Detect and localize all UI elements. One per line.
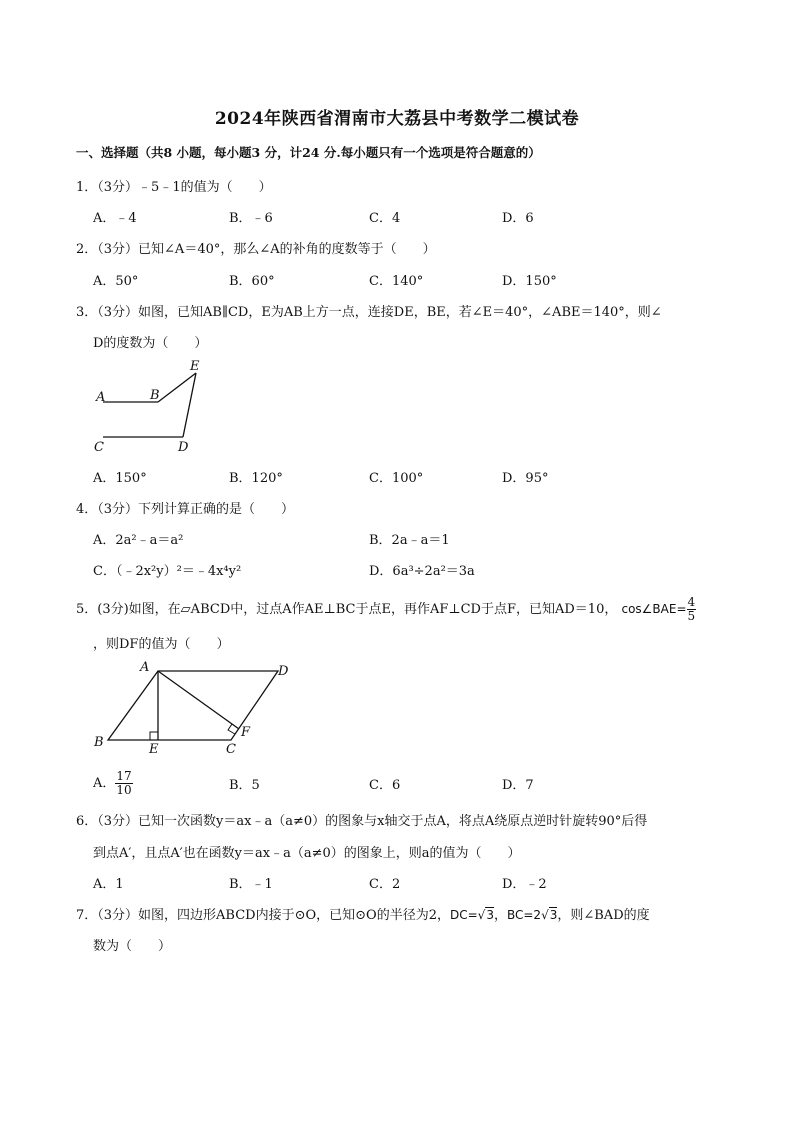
question-1-stem: 1．（3分）﹣5﹣1的值为（ ）: [76, 180, 272, 195]
question-7-stem-line2: 数为（ ）: [93, 939, 172, 954]
label-b: B: [94, 735, 104, 750]
question-6-stem-line2: 到点A′，且点A′也在函数y＝ax﹣a（a≠0）的图象上，则a的值为（ ）: [93, 846, 521, 861]
option-a: A．1: [93, 877, 124, 892]
label-e: E: [190, 359, 200, 374]
option-a: A．﹣4: [93, 211, 137, 226]
label-c: C: [226, 742, 236, 757]
option-d: D．﹣2: [502, 877, 547, 892]
question-7-stem-line1: 7．（3分）如图，四边形ABCD内接于⊙O，已知⊙O的半径为2，DC=√3，BC=2√3，则∠BAD的度: [76, 908, 650, 923]
cos-expression: cos∠BAE=: [621, 602, 687, 616]
question-6-options: [93, 873, 613, 893]
dc-expression: DC=√3: [449, 908, 494, 922]
fraction-4-5: $\frac{4}{5}$: [687, 595, 696, 623]
option-c: C．6: [369, 778, 401, 793]
option-b: B．60°: [229, 274, 275, 289]
label-b: B: [150, 388, 160, 403]
label-f: F: [241, 725, 251, 740]
option-c: C．4: [369, 211, 401, 226]
question-3-options: [93, 467, 613, 487]
option-a: A．2a²﹣a＝a²: [93, 533, 184, 548]
label-c: C: [94, 440, 104, 455]
page-title: 2024年陕西省渭南市大荔县中考数学二模试卷: [214, 109, 580, 129]
option-b: B．﹣1: [229, 877, 273, 892]
question-4-options-row2: [93, 560, 613, 580]
option-d: D．7: [502, 778, 534, 793]
segment-ed: [183, 373, 196, 437]
option-c: C．140°: [369, 274, 424, 289]
question-5-figure: [88, 658, 298, 758]
question-3-figure: [88, 355, 218, 455]
bc-expression: BC=2√3: [506, 908, 558, 922]
parallelogram-abcd: [108, 671, 278, 740]
question-5-options: [93, 766, 613, 800]
question-2-stem: 2．（3分）已知∠A＝40°，那么∠A的补角的度数等于（ ）: [76, 242, 436, 257]
option-b: B．2a﹣a＝1: [369, 533, 450, 548]
option-c: C．（﹣2x²y）²＝﹣4x⁴y²: [93, 564, 242, 579]
option-a: A． $\frac{17}{10}$: [93, 769, 132, 797]
question-5-stem-line2: ，则DF的值为（ ）: [93, 637, 230, 652]
label-d: D: [178, 440, 189, 455]
segment-be: [158, 373, 196, 402]
question-4-options-row1: [93, 529, 613, 549]
label-a: A: [96, 390, 106, 405]
option-b: B．﹣6: [229, 211, 273, 226]
question-3-stem-line2: D的度数为（ ）: [93, 336, 208, 351]
option-a: A．150°: [93, 471, 147, 486]
question-5-stem-line1: [76, 596, 696, 623]
option-b: B．5: [229, 778, 260, 793]
question-1-options: [93, 207, 613, 227]
option-c: C．2: [369, 877, 401, 892]
section-heading: 一、选择题（共8 小题，每小题3 分，计24 分.每小题只有一个选项是符合题意的）: [76, 145, 541, 160]
question-3-stem-line1: 3．（3分）如图，已知AB∥CD，E为AB上方一点，连接DE，BE，若∠E＝40°，∠ABE＝140°，则∠: [76, 305, 662, 320]
option-a: A．50°: [93, 274, 139, 289]
label-a: A: [140, 660, 150, 675]
label-e: E: [149, 742, 159, 757]
right-angle-e: [150, 732, 158, 740]
option-d: D．150°: [502, 274, 557, 289]
option-b: B．120°: [229, 471, 283, 486]
question-5-stem-text: 5．(3分)如图，在▱ABCD中，过点A作AE⊥BC于点E，再作AF⊥CD于点F，已知AD＝10，: [76, 602, 618, 617]
fraction-17-10: $\frac{17}{10}$: [116, 769, 132, 797]
option-d: D．95°: [502, 471, 549, 486]
option-c: C．100°: [369, 471, 424, 486]
question-4-stem: 4．（3分）下列计算正确的是（ ）: [76, 502, 295, 517]
option-d: D．6a³÷2a²＝3a: [369, 564, 475, 579]
question-2-options: [93, 270, 613, 290]
question-6-stem-line1: 6．（3分）已知一次函数y＝ax﹣a（a≠0）的图象与x轴交于点A，将点A绕原点逆时针旋转90°后得: [76, 814, 648, 829]
option-d: D．6: [502, 211, 534, 226]
label-d: D: [278, 664, 289, 679]
segment-af: [158, 671, 239, 729]
